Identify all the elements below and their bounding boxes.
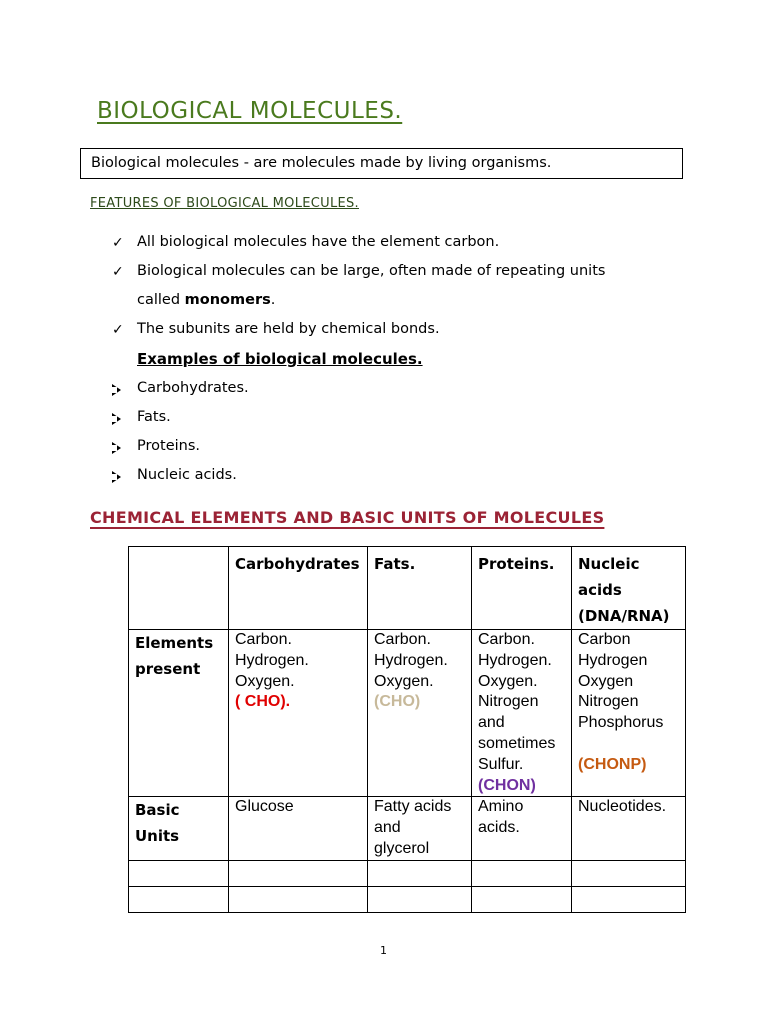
table-empty-row	[129, 860, 686, 886]
table-header-row	[129, 547, 686, 630]
cell-nucleic-elements: Carbon Hydrogen Oxygen Nitrogen Phosphorus (CHONP)	[572, 630, 686, 797]
table-corner-cell	[129, 547, 229, 630]
cell-fats-units: Fatty acids and glycerol	[368, 797, 472, 860]
checkmark-icon: ✓	[112, 322, 124, 338]
feature-item-continuation: called monomers.	[137, 292, 276, 308]
monomers-term: monomers	[184, 292, 271, 308]
table-row-units	[129, 797, 686, 860]
section-heading: CHEMICAL ELEMENTS AND BASIC UNITS OF MOLECULES	[90, 508, 605, 527]
checkmark-icon: ✓	[112, 235, 124, 251]
cell-proteins-elements: Carbon. Hydrogen. Oxygen. Nitrogen and sometimes Sulfur. (CHON)	[472, 630, 572, 797]
header-nucleic-acids: Nucleic acids (DNA/RNA)	[572, 547, 686, 630]
cho-tag: (CHO)	[374, 693, 421, 711]
row-label-elements: Elements present	[129, 630, 229, 797]
feature-item: Biological molecules can be large, often made of repeating units	[137, 263, 606, 279]
cell-fats-elements: Carbon. Hydrogen. Oxygen. (CHO)	[368, 630, 472, 797]
cell-nucleic-units: Nucleotides.	[572, 797, 686, 860]
example-item: Carbohydrates.	[137, 380, 249, 396]
chon-tag: (CHON)	[478, 776, 536, 794]
example-item: Nucleic acids.	[137, 467, 237, 483]
chonp-tag: (CHONP)	[578, 755, 647, 773]
table-row-elements	[129, 630, 686, 797]
examples-heading: Examples of biological molecules.	[137, 350, 423, 368]
arrow-bullet-icon	[112, 413, 121, 425]
feature-item: All biological molecules have the element carbon.	[137, 234, 500, 250]
arrow-bullet-icon	[112, 384, 121, 396]
features-heading: FEATURES OF BIOLOGICAL MOLECULES.	[90, 196, 359, 211]
header-carbohydrates: Carbohydrates	[229, 547, 368, 630]
cho-tag: ( CHO).	[235, 693, 291, 711]
elements-table	[128, 546, 686, 913]
example-item: Proteins.	[137, 438, 200, 454]
cell-carbohydrates-units: Glucose	[229, 797, 368, 860]
header-proteins: Proteins.	[472, 547, 572, 630]
cell-proteins-units: Amino acids.	[472, 797, 572, 860]
cell-carbohydrates-elements: Carbon. Hydrogen. Oxygen. ( CHO).	[229, 630, 368, 797]
example-item: Fats.	[137, 409, 171, 425]
feature-item: The subunits are held by chemical bonds.	[137, 321, 440, 337]
page-title: BIOLOGICAL MOLECULES.	[97, 98, 403, 124]
page-number: 1	[380, 944, 387, 957]
checkmark-icon: ✓	[112, 264, 124, 280]
table-empty-row	[129, 886, 686, 912]
definition-box: Biological molecules - are molecules made by living organisms.	[80, 148, 683, 179]
row-label-units: Basic Units	[129, 797, 229, 860]
arrow-bullet-icon	[112, 471, 121, 483]
arrow-bullet-icon	[112, 442, 121, 454]
header-fats: Fats.	[368, 547, 472, 630]
